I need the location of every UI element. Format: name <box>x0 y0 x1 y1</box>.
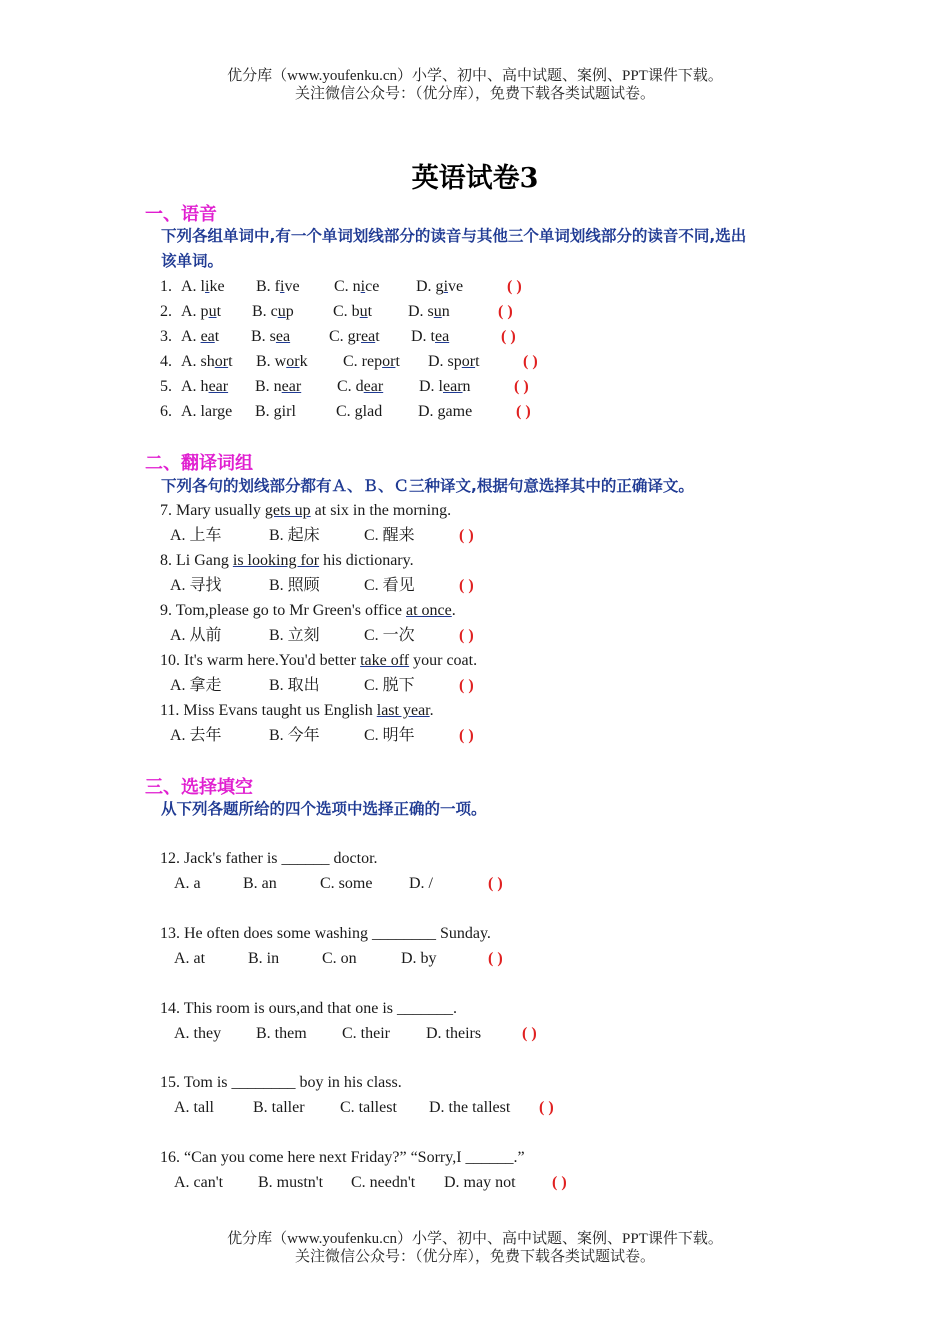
underlined-letters: u <box>359 303 368 320</box>
option-b[interactable] <box>251 327 290 347</box>
option-text: B. girl <box>255 403 296 420</box>
option-c[interactable]: C. 脱下 <box>364 677 415 694</box>
question-number: 1. <box>160 278 172 295</box>
option-a[interactable] <box>181 302 221 322</box>
question-text: . <box>429 702 434 719</box>
answer-blank[interactable]: ( ) <box>539 1099 554 1116</box>
underlined-letters: or <box>214 353 229 370</box>
option-text: t <box>395 353 400 370</box>
option-text: k <box>299 353 308 370</box>
option-a[interactable] <box>181 277 225 297</box>
question-text: his dictionary. <box>319 552 414 569</box>
option-a[interactable]: A. they <box>174 1025 222 1042</box>
option-text: B. w <box>256 353 287 370</box>
option-text: n <box>441 303 450 320</box>
section-1-instruction: 下列各组单词中,有一个单词划线部分的读音与其他三个单词划线部分的读音不同,选出该单词。 <box>161 227 747 270</box>
option-a[interactable] <box>181 377 228 397</box>
answer-blank[interactable]: ( ) <box>488 950 503 967</box>
answer-blank[interactable]: ( ) <box>459 627 474 644</box>
option-c[interactable] <box>333 302 372 322</box>
question-text: . <box>451 602 456 619</box>
option-a[interactable] <box>181 327 219 347</box>
option-text: D. sp <box>428 353 462 370</box>
option-text: ve <box>448 278 464 295</box>
option-c[interactable]: C. tallest <box>340 1099 397 1116</box>
underlined-phrase: gets up <box>264 502 311 519</box>
option-d[interactable] <box>418 402 472 422</box>
answer-blank[interactable]: ( ) <box>459 527 474 544</box>
underlined-phrase: is looking for <box>232 552 320 569</box>
option-a[interactable]: A. 从前 <box>170 627 222 644</box>
option-text: D. l <box>419 378 443 395</box>
option-text: n <box>462 378 471 395</box>
option-text: p <box>285 303 294 320</box>
option-text: A. sh <box>181 353 215 370</box>
option-d[interactable] <box>428 352 480 372</box>
choice-question: 13. He often does some washing ________ Sunday. <box>160 925 491 942</box>
question-text: 7. Mary usually <box>160 502 265 519</box>
option-text: A. l <box>181 278 205 295</box>
option-text: D. t <box>411 328 435 345</box>
underlined-letters: ear <box>363 378 384 395</box>
section-3-instruction: 从下列各题所给的四个选项中选择正确的一项。 <box>161 800 487 818</box>
underlined-letters: ea <box>200 328 215 345</box>
option-b[interactable]: B. 照顾 <box>269 577 320 594</box>
option-c[interactable]: C. needn't <box>351 1174 416 1191</box>
option-text: D. s <box>408 303 434 320</box>
question-number: 5. <box>160 378 172 395</box>
option-text: B. n <box>255 378 282 395</box>
option-a[interactable]: A. 拿走 <box>170 677 222 694</box>
option-c[interactable]: C. on <box>322 950 357 967</box>
option-text: ve <box>284 278 300 295</box>
option-a[interactable]: A. 上车 <box>170 527 222 544</box>
answer-blank[interactable]: ( ) <box>514 378 529 395</box>
option-text: ke <box>209 278 225 295</box>
question-text: 11. Miss Evans taught us English <box>160 702 377 719</box>
answer-blank[interactable]: ( ) <box>459 577 474 594</box>
underlined-letters: ear <box>443 378 463 395</box>
option-d[interactable] <box>411 327 449 347</box>
question-number: 4. <box>160 353 172 370</box>
option-c[interactable]: C. 看见 <box>364 577 415 594</box>
underlined-phrase: last year <box>376 702 430 719</box>
question-number: 3. <box>160 328 172 345</box>
translation-question <box>160 551 414 571</box>
option-b[interactable]: B. mustn't <box>258 1174 324 1191</box>
option-text: t <box>375 328 380 345</box>
page-title: 英语试卷3 <box>411 163 539 194</box>
option-b[interactable] <box>256 352 308 372</box>
option-d[interactable]: D. theirs <box>426 1025 482 1042</box>
option-text: A. h <box>181 378 209 395</box>
option-text: A. large <box>181 403 233 420</box>
option-b[interactable] <box>255 377 301 397</box>
option-d[interactable]: D. / <box>409 875 433 892</box>
option-text: C. rep <box>343 353 383 370</box>
underlined-letters: i <box>443 278 449 295</box>
underlined-phrase: take off <box>360 652 410 669</box>
answer-blank[interactable]: ( ) <box>523 353 538 370</box>
header-line-2: 关注微信公众号：（优分库），免费下载各类试题试卷。 <box>294 86 655 102</box>
option-text: B. s <box>251 328 276 345</box>
translation-question <box>160 501 451 521</box>
option-text: A. <box>181 328 201 345</box>
option-d[interactable] <box>408 302 450 322</box>
option-text: D. g <box>416 278 444 295</box>
option-text: C. gr <box>329 328 361 345</box>
choice-question: 12. Jack's father is ______ doctor. <box>160 850 378 867</box>
option-text: C. n <box>334 278 361 295</box>
underlined-letters: i <box>205 278 210 295</box>
option-c[interactable] <box>337 377 383 397</box>
choice-question: 14. This room is ours,and that one is _______. <box>160 1000 458 1017</box>
question-number: 2. <box>160 303 172 320</box>
question-text: at six in the morning. <box>310 502 452 519</box>
option-text: t <box>228 353 233 370</box>
option-text: C. glad <box>336 403 383 420</box>
option-a[interactable]: A. at <box>174 950 206 967</box>
section-3-heading: 三、选择填空 <box>145 777 253 798</box>
answer-blank[interactable]: ( ) <box>552 1174 567 1191</box>
option-text: C. b <box>333 303 360 320</box>
option-text: t <box>367 303 373 320</box>
underlined-letters: ea <box>435 328 450 345</box>
option-text: t <box>214 328 220 345</box>
option-c[interactable] <box>343 352 400 372</box>
option-text: t <box>216 303 222 320</box>
option-text: B. f <box>256 278 280 295</box>
option-text: D. game <box>418 403 473 420</box>
question-text: 10. It's warm here.You'd better <box>160 652 361 669</box>
footer-line-2: 关注微信公众号：（优分库），免费下载各类试题试卷。 <box>294 1249 655 1265</box>
section-1-heading: 一、语音 <box>145 204 217 225</box>
underlined-letters: ea <box>361 328 376 345</box>
option-b[interactable]: B. 取出 <box>269 677 320 694</box>
underlined-letters: i <box>360 278 366 295</box>
underlined-letters: or <box>382 353 396 370</box>
translation-question <box>160 651 477 671</box>
answer-blank[interactable]: ( ) <box>516 403 531 420</box>
option-b[interactable]: B. taller <box>253 1099 305 1116</box>
option-a[interactable] <box>181 352 233 372</box>
underlined-letters: ear <box>281 378 302 395</box>
option-d[interactable]: D. may not <box>444 1174 516 1191</box>
underlined-letters: u <box>277 303 286 320</box>
option-c[interactable]: C. their <box>342 1025 390 1042</box>
option-a[interactable]: A. a <box>174 875 201 892</box>
underlined-letters: u <box>208 303 217 320</box>
option-c[interactable]: C. 一次 <box>364 627 415 644</box>
question-number: 6. <box>160 403 172 420</box>
option-d[interactable] <box>419 377 471 397</box>
option-c[interactable]: C. 醒来 <box>364 527 415 544</box>
option-b[interactable]: B. in <box>248 950 280 967</box>
option-d[interactable]: D. the tallest <box>429 1099 511 1116</box>
option-text: B. c <box>252 303 278 320</box>
answer-blank[interactable]: ( ) <box>459 677 474 694</box>
option-text: A. p <box>181 303 209 320</box>
option-c[interactable] <box>336 402 382 422</box>
answer-blank[interactable]: ( ) <box>488 875 503 892</box>
option-a[interactable]: A. 去年 <box>170 727 222 744</box>
underlined-letters: ea <box>275 328 291 345</box>
option-d[interactable] <box>416 277 463 297</box>
option-text: C. d <box>337 378 364 395</box>
answer-blank[interactable]: ( ) <box>522 1025 537 1042</box>
option-b[interactable] <box>255 402 296 422</box>
answer-blank[interactable]: ( ) <box>507 278 522 295</box>
question-text: your coat. <box>409 652 478 669</box>
option-text: t <box>475 353 480 370</box>
choice-question: 15. Tom is ________ boy in his class. <box>160 1074 402 1091</box>
option-c[interactable]: C. 明年 <box>364 727 415 744</box>
answer-blank[interactable]: ( ) <box>459 727 474 744</box>
choice-question: 16. “Can you come here next Friday?” “Sorry,I ______.” <box>160 1149 525 1166</box>
option-text: ce <box>365 278 380 295</box>
option-b[interactable]: B. 起床 <box>269 527 320 544</box>
option-b[interactable]: B. 今年 <box>269 727 320 744</box>
option-c[interactable] <box>329 327 380 347</box>
question-text: 9. Tom,please go to Mr Green's office <box>160 602 406 619</box>
option-b[interactable] <box>256 277 300 297</box>
option-b[interactable]: B. an <box>243 875 277 892</box>
answer-blank[interactable]: ( ) <box>501 328 516 345</box>
option-b[interactable] <box>252 302 294 322</box>
underlined-letters: ear <box>208 378 229 395</box>
footer-line-1: 优分库（www.youfenku.cn）小学、初中、高中试题、案例、PPT课件下载。 <box>227 1231 723 1247</box>
option-b[interactable]: B. them <box>256 1025 307 1042</box>
translation-question <box>160 701 434 721</box>
underlined-letters: u <box>433 303 442 320</box>
translation-question <box>160 601 456 621</box>
option-a[interactable]: A. tall <box>174 1099 214 1116</box>
question-text: 8. Li Gang <box>160 552 233 569</box>
option-a[interactable]: A. can't <box>174 1174 224 1191</box>
answer-blank[interactable]: ( ) <box>498 303 513 320</box>
option-c[interactable]: C. some <box>320 875 373 892</box>
underlined-phrase: at once <box>406 602 452 619</box>
option-b[interactable]: B. 立刻 <box>269 627 320 644</box>
underlined-letters: i <box>280 278 285 295</box>
option-a[interactable] <box>181 402 232 422</box>
section-2-heading: 二、翻译词组 <box>145 453 253 474</box>
underlined-letters: or <box>286 353 300 370</box>
option-c[interactable] <box>334 277 379 297</box>
section-2-instruction: 下列各句的划线部分都有Ａ、Ｂ、Ｃ三种译文,根据句意选择其中的正确译文。 <box>161 477 694 495</box>
option-d[interactable]: D. by <box>401 950 437 967</box>
option-a[interactable]: A. 寻找 <box>170 577 222 594</box>
underlined-letters: or <box>461 353 476 370</box>
header-line-1: 优分库（www.youfenku.cn）小学、初中、高中试题、案例、PPT课件下载。 <box>227 68 723 84</box>
